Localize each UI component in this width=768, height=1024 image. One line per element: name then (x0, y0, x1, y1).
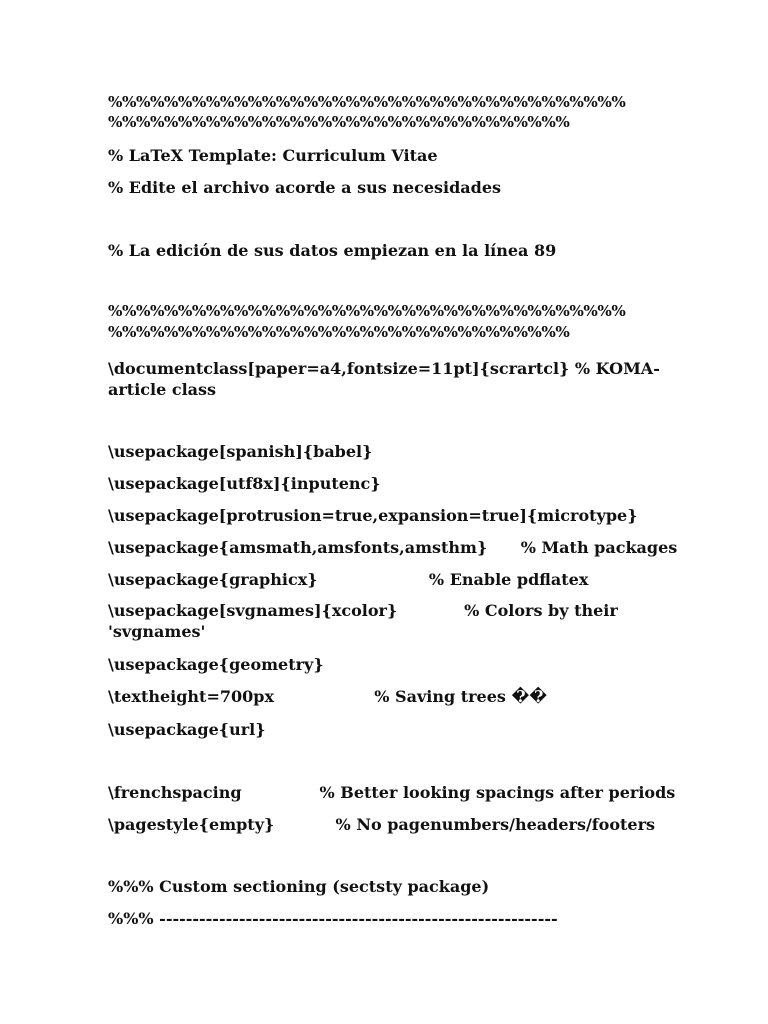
pagestyle-line: \pagestyle{empty} % No pagenumbers/headers/footers (108, 815, 656, 834)
dashed-separator-comment: %%% ------------------------------------------------------------ (108, 909, 558, 928)
textheight-line: \textheight=700px % Saving trees �� (108, 687, 548, 706)
percent-separator-line: %%%%%%%%%%%%%%%%%%%%%%%%%%%%%%%%%%%%% (108, 93, 626, 111)
usepackage-ams-line: \usepackage{amsmath,amsfonts,amsthm} % Math packages (108, 538, 678, 557)
template-title-comment: % LaTeX Template: Curriculum Vitae (108, 146, 438, 165)
usepackage-url-line: \usepackage{url} (108, 720, 266, 739)
usepackage-babel-line: \usepackage[spanish]{babel} (108, 442, 373, 461)
percent-separator-line: %%%%%%%%%%%%%%%%%%%%%%%%%%%%%%%%% (108, 323, 570, 341)
percent-separator-line: %%%%%%%%%%%%%%%%%%%%%%%%%%%%%%%%%%%%% (108, 302, 626, 320)
documentclass-line: \documentclass[paper=a4,fontsize=11pt]{scrartcl} % KOMA- (108, 359, 660, 378)
usepackage-microtype-line: \usepackage[protrusion=true,expansion=true]{microtype} (108, 506, 638, 525)
edit-start-line-comment: % La edición de sus datos empiezan en la línea 89 (108, 241, 557, 260)
frenchspacing-line: \frenchspacing % Better looking spacings after periods (108, 783, 676, 802)
custom-sectioning-comment: %%% Custom sectioning (sectsty package) (108, 877, 490, 896)
usepackage-xcolor-line: \usepackage[svgnames]{xcolor} % Colors by their (108, 601, 618, 620)
usepackage-xcolor-line-wrap: 'svgnames' (108, 622, 206, 641)
documentclass-line-wrap: article class (108, 380, 217, 399)
usepackage-geometry-line: \usepackage{geometry} (108, 655, 324, 674)
edit-instructions-comment: % Edite el archivo acorde a sus necesidades (108, 178, 502, 197)
usepackage-graphicx-line: \usepackage{graphicx} % Enable pdflatex (108, 570, 589, 589)
percent-separator-line: %%%%%%%%%%%%%%%%%%%%%%%%%%%%%%%%% (108, 113, 570, 131)
usepackage-inputenc-line: \usepackage[utf8x]{inputenc} (108, 474, 381, 493)
